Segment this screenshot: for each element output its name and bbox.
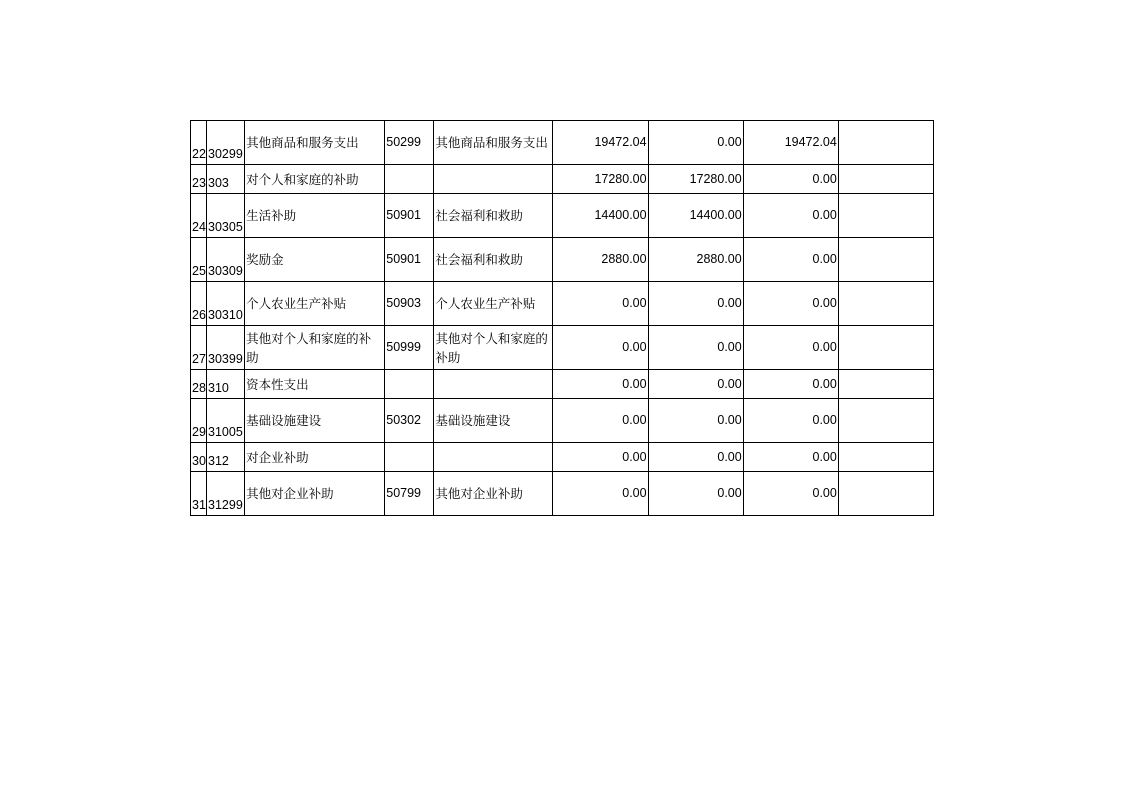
function-name: 基础设施建设 [245,399,385,443]
economic-name: 社会福利和救助 [434,238,553,282]
table-row [191,282,934,326]
economic-code: 50302 [385,399,434,443]
function-code: 30305 [207,194,245,238]
table-row [191,472,934,516]
economic-name: 其他商品和服务支出 [434,121,553,165]
economic-name [434,370,553,399]
project-amount: 0.00 [743,399,838,443]
function-name: 对个人和家庭的补助 [245,165,385,194]
project-amount: 0.00 [743,370,838,399]
empty-cell [838,121,933,165]
table-body [191,121,934,516]
total-amount: 19472.04 [553,121,648,165]
table-row [191,443,934,472]
function-code: 30310 [207,282,245,326]
total-amount: 2880.00 [553,238,648,282]
economic-code [385,165,434,194]
function-code: 30399 [207,326,245,370]
economic-code [385,370,434,399]
function-name: 资本性支出 [245,370,385,399]
economic-name [434,165,553,194]
row-number: 26 [191,282,207,326]
basic-amount: 0.00 [648,326,743,370]
row-number: 23 [191,165,207,194]
table-row [191,326,934,370]
empty-cell [838,194,933,238]
function-name: 对企业补助 [245,443,385,472]
total-amount: 14400.00 [553,194,648,238]
function-name: 其他对个人和家庭的补助 [245,326,385,370]
total-amount: 0.00 [553,370,648,399]
project-amount: 0.00 [743,443,838,472]
total-amount: 0.00 [553,326,648,370]
function-code: 31299 [207,472,245,516]
project-amount: 0.00 [743,282,838,326]
total-amount: 0.00 [553,282,648,326]
project-amount: 0.00 [743,194,838,238]
economic-name: 其他对企业补助 [434,472,553,516]
basic-amount: 0.00 [648,282,743,326]
empty-cell [838,238,933,282]
project-amount: 0.00 [743,238,838,282]
economic-code: 50999 [385,326,434,370]
function-code: 31005 [207,399,245,443]
row-number: 25 [191,238,207,282]
total-amount: 0.00 [553,399,648,443]
empty-cell [838,399,933,443]
economic-code: 50299 [385,121,434,165]
economic-code: 50799 [385,472,434,516]
function-code: 30309 [207,238,245,282]
total-amount: 0.00 [553,443,648,472]
basic-amount: 14400.00 [648,194,743,238]
basic-amount: 2880.00 [648,238,743,282]
empty-cell [838,282,933,326]
table-row [191,121,934,165]
economic-name: 基础设施建设 [434,399,553,443]
economic-name [434,443,553,472]
row-number: 22 [191,121,207,165]
function-code: 30299 [207,121,245,165]
budget-table [190,120,934,516]
row-number: 29 [191,399,207,443]
function-name: 个人农业生产补贴 [245,282,385,326]
basic-amount: 0.00 [648,370,743,399]
total-amount: 17280.00 [553,165,648,194]
basic-amount: 0.00 [648,121,743,165]
basic-amount: 0.00 [648,399,743,443]
row-number: 24 [191,194,207,238]
empty-cell [838,165,933,194]
function-name: 生活补助 [245,194,385,238]
project-amount: 0.00 [743,326,838,370]
project-amount: 19472.04 [743,121,838,165]
basic-amount: 0.00 [648,472,743,516]
empty-cell [838,326,933,370]
function-code: 312 [207,443,245,472]
row-number: 30 [191,443,207,472]
row-number: 27 [191,326,207,370]
function-name: 奖励金 [245,238,385,282]
table-row [191,238,934,282]
row-number: 28 [191,370,207,399]
row-number: 31 [191,472,207,516]
total-amount: 0.00 [553,472,648,516]
project-amount: 0.00 [743,165,838,194]
table-row [191,370,934,399]
economic-name: 社会福利和救助 [434,194,553,238]
economic-code: 50903 [385,282,434,326]
function-name: 其他商品和服务支出 [245,121,385,165]
function-name: 其他对企业补助 [245,472,385,516]
economic-code: 50901 [385,194,434,238]
economic-name: 个人农业生产补贴 [434,282,553,326]
economic-code [385,443,434,472]
empty-cell [838,370,933,399]
basic-amount: 17280.00 [648,165,743,194]
function-code: 303 [207,165,245,194]
empty-cell [838,472,933,516]
table-row [191,399,934,443]
economic-name: 其他对个人和家庭的补助 [434,326,553,370]
economic-code: 50901 [385,238,434,282]
table-row [191,194,934,238]
basic-amount: 0.00 [648,443,743,472]
empty-cell [838,443,933,472]
table-row [191,165,934,194]
function-code: 310 [207,370,245,399]
project-amount: 0.00 [743,472,838,516]
